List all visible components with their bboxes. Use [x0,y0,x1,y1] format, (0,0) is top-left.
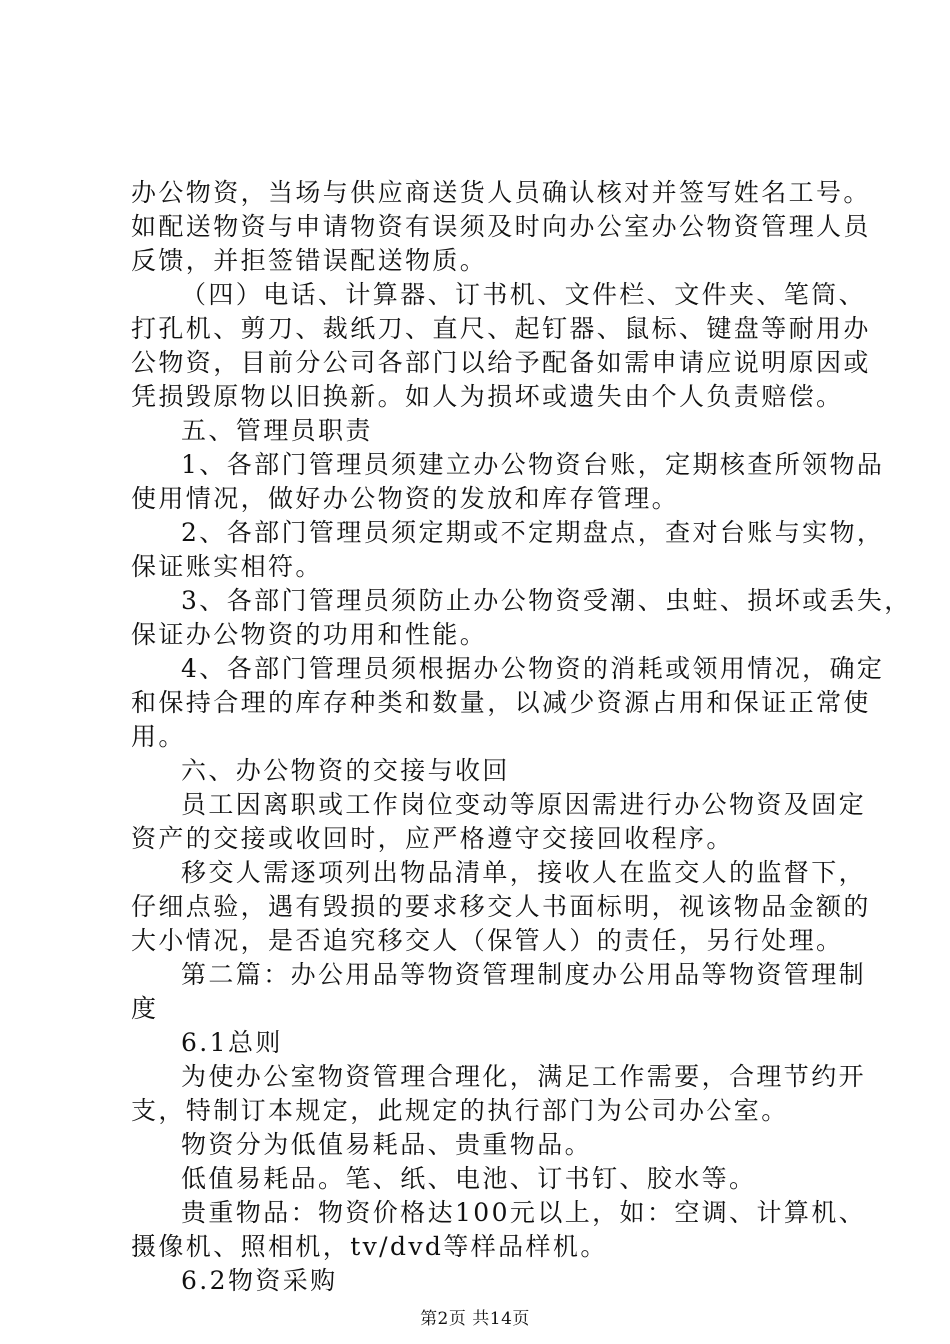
section-heading: 六、办公物资的交接与收回 [181,756,510,785]
text-line: （四）电话、计算器、订书机、文件栏、文件夹、笔筒、 [181,280,867,309]
text-line: 大小情况，是否追究移交人（保管人）的责任，另行处理。 [131,926,844,955]
text-line: 保证办公物资的功用和性能。 [131,620,488,649]
text-line: 保证账实相符。 [131,552,323,581]
text-line: 低值易耗品。笔、纸、电池、订书钉、胶水等。 [181,1164,757,1193]
text-line: 反馈，并拒签错误配送物质。 [131,246,488,275]
text-line: 4、各部门管理员须根据办公物资的消耗或领用情况，确定 [181,654,885,683]
text-line: 贵重物品：物资价格达100元以上，如：空调、计算机、 [181,1198,867,1227]
text-line: 用。 [131,722,186,751]
text-line: 2、各部门管理员须定期或不定期盘点，查对台账与实物， [181,518,885,547]
section-heading: 6.1总则 [181,1028,283,1057]
section-heading: 五、管理员职责 [181,416,373,445]
text-line: 使用情况，做好办公物资的发放和库存管理。 [131,484,680,513]
text-line: 为使办公室物资管理合理化，满足工作需要，合理节约开 [181,1062,867,1091]
text-line: 资产的交接或收回时，应严格遵守交接回收程序。 [131,824,734,853]
text-line: 仔细点验，遇有毁损的要求移交人书面标明，视该物品金额的 [131,892,871,921]
text-line: 打孔机、剪刀、裁纸刀、直尺、起钉器、鼠标、键盘等耐用办 [131,314,871,343]
text-line: 员工因离职或工作岗位变动等原因需进行办公物资及固定 [181,790,867,819]
text-line: 度 [131,994,159,1023]
section-heading: 6.2物资采购 [181,1266,338,1295]
text-line: 支，特制订本规定，此规定的执行部门为公司办公室。 [131,1096,789,1125]
text-line: 办公物资，当场与供应商送货人员确认核对并签写姓名工号。 [131,178,871,207]
text-line: 移交人需逐项列出物品清单，接收人在监交人的监督下， [181,858,867,887]
text-line: 和保持合理的库存种类和数量，以减少资源占用和保证正常使 [131,688,871,717]
text-line: 3、各部门管理员须防止办公物资受潮、虫蛀、损坏或丢失， [181,586,912,615]
text-line: 如配送物资与申请物资有误须及时向办公室办公物资管理人员 [131,212,871,241]
section-heading: 第二篇：办公用品等物资管理制度办公用品等物资管理制 [181,960,867,989]
text-line: 1、各部门管理员须建立办公物资台账，定期核查所领物品 [181,450,885,479]
text-line: 公物资，目前分公司各部门以给予配备如需申请应说明原因或 [131,348,871,377]
text-line: 物资分为低值易耗品、贵重物品。 [181,1130,593,1159]
text-line: 凭损毁原物以旧换新。如人为损坏或遗失由个人负责赔偿。 [131,382,844,411]
page-number-footer: 第2页 共14页 [420,1309,530,1329]
text-line: 摄像机、照相机，tv/dvd等样品样机。 [131,1232,608,1261]
